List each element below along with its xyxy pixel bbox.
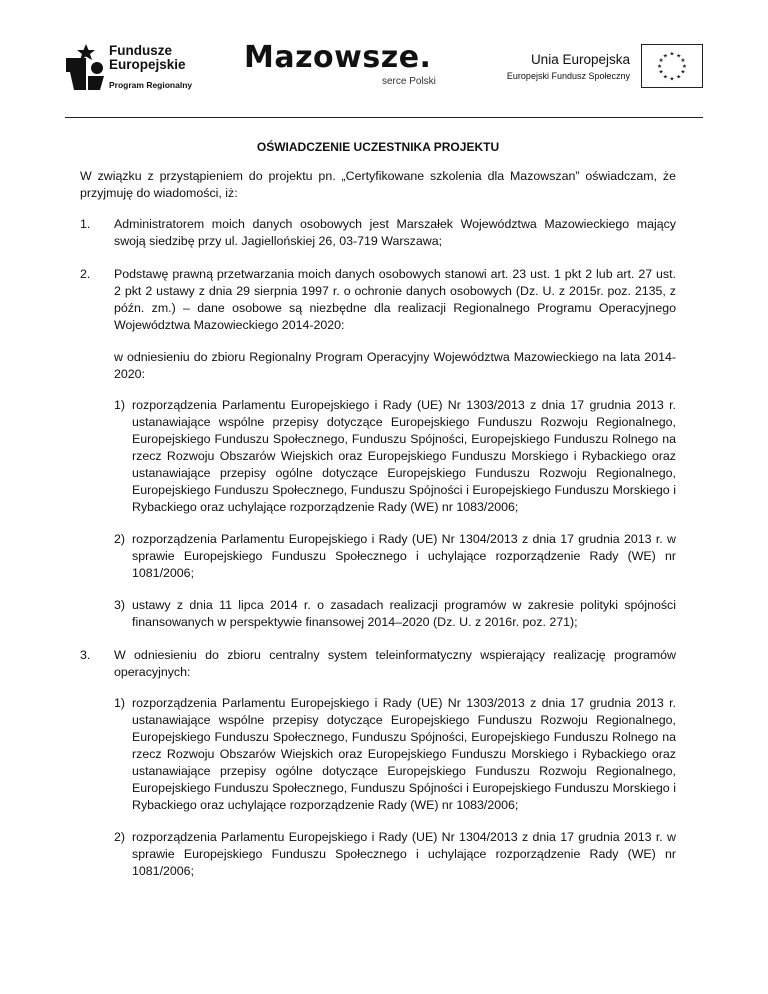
item-text: W odniesieniu do zbioru centralny system teleinformatyczny wspierający realizację programów operacyjnych: [114,648,676,679]
sub-item-text: rozporządzenia Parlamentu Europejskiego i Rady (UE) Nr 1303/2013 z dnia 17 grudnia 2013 r. ustanawiające wspólne przepisy dotyczące Europejskiego Funduszu Rozwoju Regionalnego, Europejskiego Funduszu Społecznego, Funduszu Spójności, Europejskiego Funduszu Rolnego na rzecz Rozwoju Obszarów Wiejskich oraz Europejskiego Funduszu Morskiego i Rybackiego oraz ustanawiające przepisy ogólne dotyczące Europejskiego Funduszu Rozwoju Regionalnego, Europejskiego Funduszu Społecznego, Funduszu Spójności i Europejskiego Funduszu Morskiego i Rybackiego oraz uchylające rozporządzenie Rady (WE) nr 1083/2006; [132,398,676,514]
sub-item-text: ustawy z dnia 11 lipca 2014 r. o zasadach realizacji programów w zakresie polityki spójności finansowanych w perspektywie finansowej 2014–2020 (Dz. U. z 2016r. poz. 271); [132,598,676,629]
item-text: Administratorem moich danych osobowych jest Marszałek Województwa Mazowieckiego mający swoją siedzibę przy ul. Jagiellońskiej 26, 03-719 Warszawa; [114,217,676,248]
eu-title: Unia Europejska [530,52,630,67]
svg-text:★: ★ [669,51,675,58]
svg-text:★: ★ [669,76,675,83]
sub-item-number: 1) [114,696,126,710]
sub-item-3 [114,597,676,631]
mazowsze-sub: serce Polski [382,76,436,87]
sub-item-2 [114,829,676,880]
list-item-1 [80,216,676,250]
item-number: 3. [80,648,91,662]
svg-text:★: ★ [680,69,686,76]
sub-item-number: 2) [114,830,126,844]
svg-text:★: ★ [662,74,668,81]
eu-sub: Europejski Fundusz Społeczny [506,71,630,81]
mazowsze-logo [244,40,454,90]
svg-text:★: ★ [657,63,663,70]
svg-text:★: ★ [662,53,668,60]
svg-text:★: ★ [676,53,682,60]
sub-item-number: 3) [114,598,126,612]
header-divider [65,117,703,118]
fe-logo-line-1: Fundusze [109,43,172,58]
eu-label [490,52,630,81]
sub-item-text: rozporządzenia Parlamentu Europejskiego i Rady (UE) Nr 1304/2013 z dnia 17 grudnia 2013 r. w sprawie Europejskiego Funduszu Społecznego i uchylające rozporządzenie Rady (WE) nr 1081/2006; [132,830,676,878]
item-sub-intro: w odniesieniu do zbioru Regionalny Program Operacyjny Województwa Mazowieckiego na lata 2014-2020: [114,350,676,381]
svg-text:★: ★ [658,69,664,76]
eu-flag-icon [641,44,703,88]
intro-paragraph: W związku z przystąpieniem do projektu pn. „Certyfikowane szkolenia dla Mazowszan” oświadczam, że przyjmuję do wiadomości, iż: [80,169,676,200]
sub-item-number: 2) [114,532,126,546]
list-item-3 [80,647,676,880]
fe-logo-sub: Program Regionalny [109,80,193,90]
sub-item-2 [114,531,676,582]
document-title: OŚWIADCZENIE UCZESTNIKA PROJEKTU [256,140,500,154]
item-text: Podstawę prawną przetwarzania moich danych osobowych stanowi art. 23 ust. 1 pkt 2 lub art. 27 ust. 2 pkt 2 ustawy z dnia 29 sierpnia 1997 r. o ochronie danych osobowych (Dz. U. z 2015r. poz. 2135, z późn. zm.) – dane osobowe są niezbędne dla realizacji Regionalnego Programu Operacyjnego Województwa Mazowieckiego 2014-2020: [114,267,676,332]
document-body [80,139,676,896]
sub-item-1 [114,397,676,516]
mazowsze-wordmark: Mazowsze. [244,40,432,75]
fundusze-europejskie-mark-icon [64,42,106,92]
fundusze-europejskie-logo [64,40,224,96]
svg-text:★: ★ [680,58,686,65]
sub-item-number: 1) [114,398,126,412]
item-number: 1. [80,217,91,231]
sub-item-1 [114,695,676,814]
svg-text:★: ★ [658,58,664,65]
svg-text:★: ★ [681,63,687,70]
fe-logo-line-2: Europejskie [109,57,186,72]
list-item-2 [80,266,676,631]
svg-text:★: ★ [676,74,682,81]
page-header [0,0,768,118]
sub-item-text: rozporządzenia Parlamentu Europejskiego i Rady (UE) Nr 1303/2013 z dnia 17 grudnia 2013 r. ustanawiające wspólne przepisy dotyczące Europejskiego Funduszu Rozwoju Regionalnego, Europejskiego Funduszu Społecznego, Funduszu Spójności, Europejskiego Funduszu Rolnego na rzecz Rozwoju Obszarów Wiejskich oraz Europejskiego Funduszu Morskiego i Rybackiego oraz ustanawiające przepisy ogólne dotyczące Europejskiego Funduszu Rozwoju Regionalnego, Europejskiego Funduszu Społecznego, Funduszu Spójności i Europejskiego Funduszu Morskiego i Rybackiego oraz uchylające rozporządzenie Rady (WE) nr 1083/2006; [132,696,676,812]
sub-item-text: rozporządzenia Parlamentu Europejskiego i Rady (UE) Nr 1304/2013 z dnia 17 grudnia 2013 r. w sprawie Europejskiego Funduszu Społecznego i uchylające rozporządzenie Rady (WE) nr 1081/2006; [132,532,676,580]
item-number: 2. [80,267,91,281]
